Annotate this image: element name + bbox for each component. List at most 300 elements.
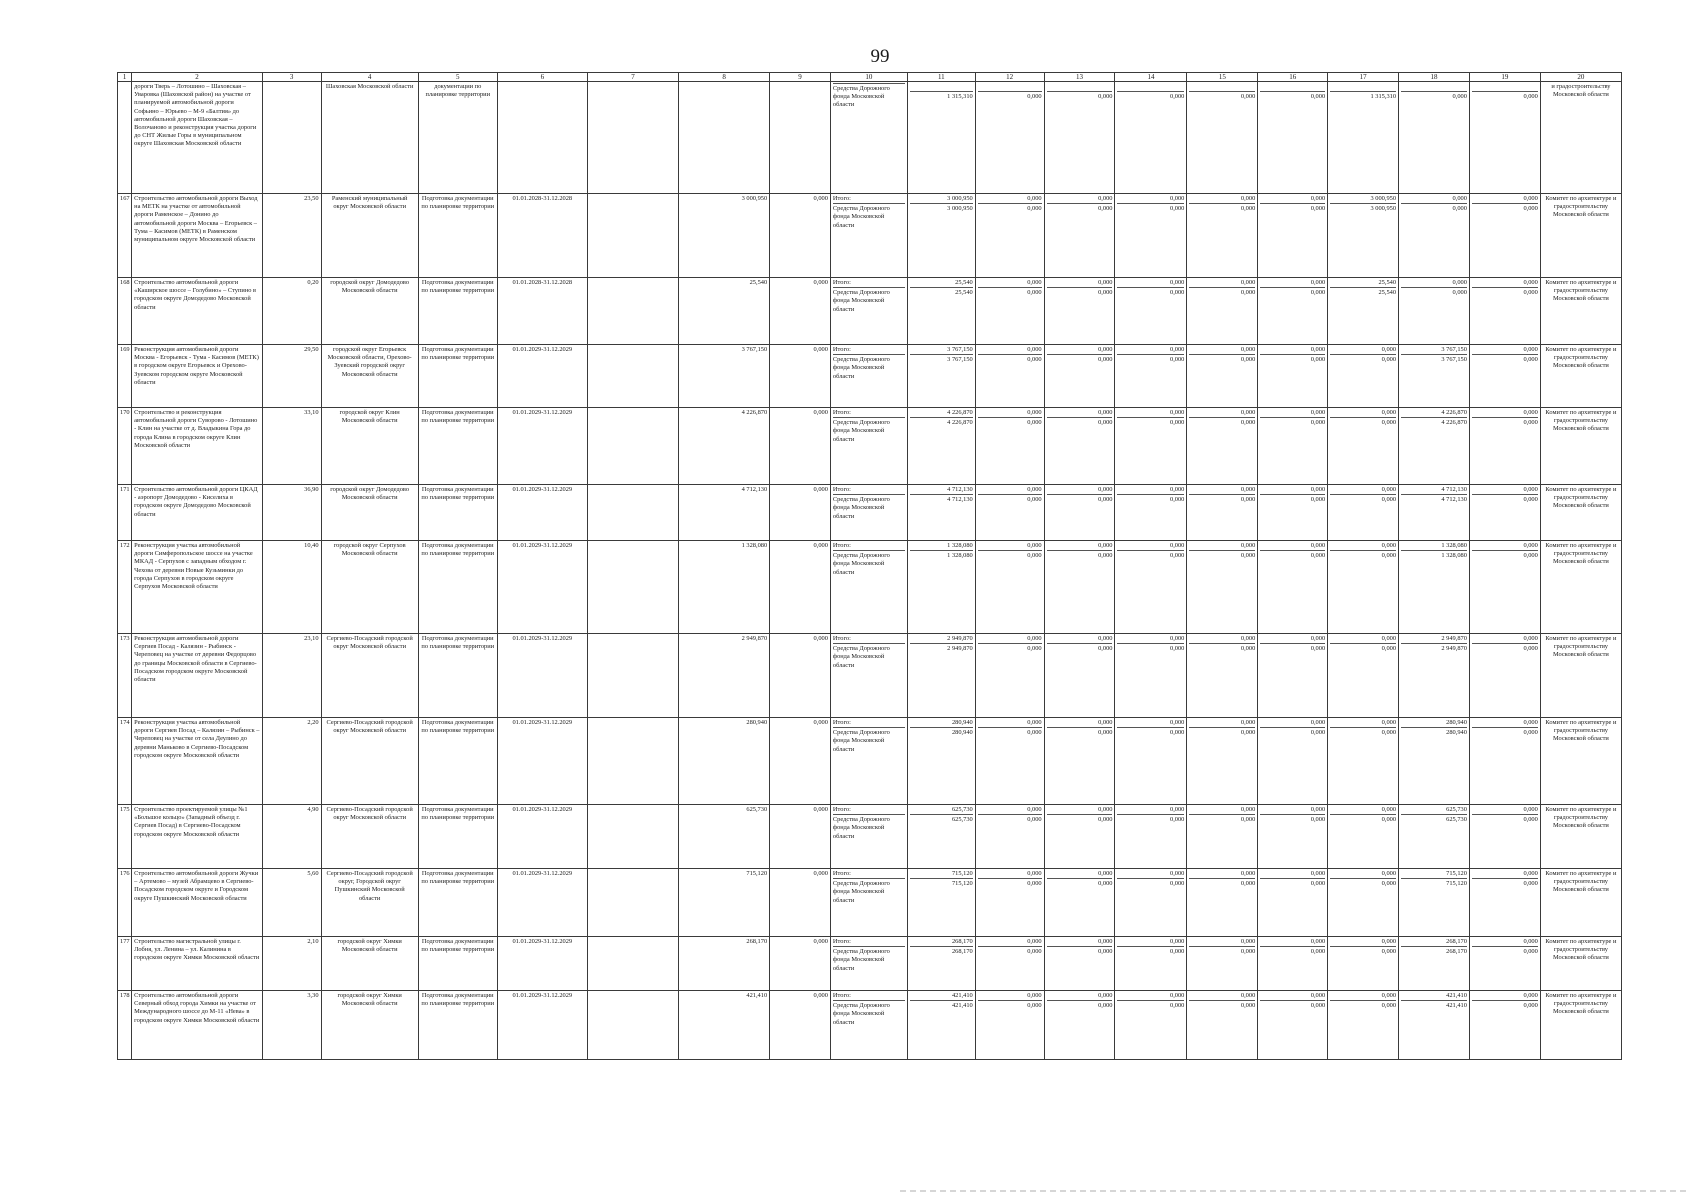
amount-13 bbox=[1044, 541, 1115, 634]
amount-total: 0,000 bbox=[1047, 719, 1113, 728]
amount-12 bbox=[975, 194, 1044, 278]
amount-13 bbox=[1044, 869, 1115, 937]
total-cost: 25,540 bbox=[679, 278, 770, 345]
table-row bbox=[118, 345, 1622, 408]
amount-13 bbox=[1044, 991, 1115, 1060]
amount-14 bbox=[1115, 485, 1187, 541]
object-name: Строительство проектируемой улицы №1 «Большое кольцо» (Западный объезд г. Сергиев Посад) в Сергиево-Посадском городском округе Московской области bbox=[132, 805, 263, 869]
amount-total: 715,120 bbox=[1401, 870, 1467, 879]
source-total-label: Итого: bbox=[833, 195, 905, 204]
amount-total: 0,000 bbox=[1330, 992, 1396, 1001]
amount-14 bbox=[1115, 805, 1187, 869]
amount-19 bbox=[1469, 805, 1540, 869]
amount-18 bbox=[1399, 194, 1470, 278]
source-fund-label: Средства Дорожного фонда Московской области bbox=[832, 496, 890, 520]
column-9: 0,000 bbox=[770, 408, 831, 485]
amount-14 bbox=[1115, 634, 1187, 718]
amount-fund: 0,000 bbox=[1310, 645, 1326, 653]
amount-16 bbox=[1258, 991, 1328, 1060]
territory: городской округ Серпухов Московской области bbox=[321, 541, 418, 634]
amount-total: 0,000 bbox=[1472, 346, 1538, 355]
amount-18 bbox=[1399, 991, 1470, 1060]
amount-fund: 0,000 bbox=[1310, 419, 1326, 427]
amount-17 bbox=[1328, 718, 1399, 805]
table-body bbox=[118, 82, 1622, 1060]
amount-19 bbox=[1469, 718, 1540, 805]
funding-source bbox=[830, 937, 907, 991]
object-name: Реконструкция участка автомобильной дороги Сергиев Посад – Калязин – Рыбинск – Череповец на участке от села Деулино до деревни Маньково в Сергиево-Посадском городском округе Московской области bbox=[132, 718, 263, 805]
source-total-label: Итого: bbox=[833, 806, 905, 815]
amount-15 bbox=[1187, 937, 1258, 991]
column-number-row bbox=[118, 73, 1622, 82]
amount-fund: 0,000 bbox=[1523, 356, 1538, 364]
amount-fund: 715,120 bbox=[951, 880, 973, 888]
amount-fund: 0,000 bbox=[1098, 645, 1113, 653]
period: 01.01.2029-31.12.2029 bbox=[497, 634, 587, 718]
table-row bbox=[118, 278, 1622, 345]
amount-total: 0,000 bbox=[1189, 635, 1255, 644]
amount-fund: 0,000 bbox=[1381, 948, 1397, 956]
amount-total: 0,000 bbox=[1330, 542, 1396, 551]
amount-fund: 0,000 bbox=[1098, 948, 1113, 956]
column-number-5: 5 bbox=[418, 73, 497, 82]
amount-total: 0,000 bbox=[1260, 346, 1325, 355]
amount-fund: 268,170 bbox=[951, 948, 973, 956]
amount-total: 0,000 bbox=[978, 806, 1042, 815]
source-total-label: Итого: bbox=[833, 635, 905, 644]
column-7 bbox=[587, 541, 678, 634]
amount-total: 0,000 bbox=[978, 870, 1042, 879]
amount-total: 2 949,870 bbox=[1401, 635, 1467, 644]
amount-fund: 1 315,310 bbox=[1370, 93, 1397, 101]
total-cost: 2 949,870 bbox=[679, 634, 770, 718]
amount-fund: 280,940 bbox=[951, 729, 973, 737]
amount-total: 4 226,870 bbox=[910, 409, 973, 418]
responsible-body: Комитет по архитектуре и градостроительству Московской области bbox=[1540, 937, 1621, 991]
amount-fund: 0,000 bbox=[1240, 356, 1256, 364]
funding-source bbox=[830, 408, 907, 485]
column-9: 0,000 bbox=[770, 634, 831, 718]
stage: Подготовка документации по планировке территории bbox=[418, 278, 497, 345]
period: 01.01.2029-31.12.2029 bbox=[497, 937, 587, 991]
amount-fund: 0,000 bbox=[1381, 729, 1397, 737]
amount-total: 0,000 bbox=[1260, 279, 1325, 288]
amount-12 bbox=[975, 634, 1044, 718]
territory: городской округ Клин Московской области bbox=[321, 408, 418, 485]
responsible-body: Комитет по архитектуре и градостроительству Московской области bbox=[1540, 634, 1621, 718]
stage: Подготовка документации по планировке территории bbox=[418, 937, 497, 991]
amount-16 bbox=[1258, 805, 1328, 869]
amount-18 bbox=[1399, 485, 1470, 541]
amount-15 bbox=[1187, 408, 1258, 485]
column-9: 0,000 bbox=[770, 869, 831, 937]
amount-fund: 2 949,870 bbox=[1441, 645, 1467, 653]
amount-total: 0,000 bbox=[1047, 635, 1113, 644]
amount-fund: 0,000 bbox=[1098, 729, 1113, 737]
source-fund-label: Средства Дорожного фонда Московской области bbox=[832, 419, 890, 443]
amount-fund: 0,000 bbox=[1027, 552, 1042, 560]
amount-total bbox=[1330, 83, 1396, 92]
table-row bbox=[118, 194, 1622, 278]
amount-fund: 0,000 bbox=[1381, 356, 1397, 364]
source-fund-label: Средства Дорожного фонда Московской области bbox=[832, 356, 890, 380]
source-fund-label: Средства Дорожного фонда Московской области bbox=[832, 816, 890, 840]
amount-fund: 0,000 bbox=[1381, 880, 1397, 888]
page-number: 99 bbox=[870, 46, 890, 67]
amount-19 bbox=[1469, 194, 1540, 278]
amount-total: 0,000 bbox=[1260, 195, 1325, 204]
amount-total bbox=[1189, 83, 1255, 92]
amount-18 bbox=[1399, 345, 1470, 408]
amount-fund: 0,000 bbox=[1098, 205, 1113, 213]
amount-total: 0,000 bbox=[1189, 486, 1255, 495]
source-total-label: Итого: bbox=[833, 938, 905, 947]
funding-source bbox=[830, 278, 907, 345]
amount-fund: 0,000 bbox=[1098, 552, 1113, 560]
object-name: Строительство автомобильной дороги «Каширское шоссе – Голубино» – Ступино в городском округе Домодедово Московской области bbox=[132, 278, 263, 345]
column-number-9: 9 bbox=[770, 73, 831, 82]
amount-total: 2 949,870 bbox=[910, 635, 973, 644]
responsible-body: и градостроительству Московской области bbox=[1540, 82, 1621, 194]
amount-total: 3 000,950 bbox=[1330, 195, 1396, 204]
amount-14 bbox=[1115, 541, 1187, 634]
amount-fund: 0,000 bbox=[1027, 93, 1042, 101]
amount-total: 0,000 bbox=[1330, 806, 1396, 815]
amount-fund: 0,000 bbox=[1310, 205, 1326, 213]
territory: Сергиево-Посадский городской округ Московской области bbox=[321, 634, 418, 718]
amount-fund: 0,000 bbox=[1098, 93, 1113, 101]
amount-total: 0,000 bbox=[1047, 992, 1113, 1001]
object-name: Строительство автомобильной дороги ЦКАД - аэропорт Домодедово - Киселиха в городском округе Домодедово Московской области bbox=[132, 485, 263, 541]
amount-fund: 0,000 bbox=[1310, 289, 1326, 297]
amount-total: 0,000 bbox=[1117, 719, 1184, 728]
length-km: 33,10 bbox=[262, 408, 321, 485]
amount-total: 0,000 bbox=[1047, 279, 1113, 288]
stage: Подготовка документации по планировке территории bbox=[418, 869, 497, 937]
amount-fund: 0,000 bbox=[1240, 496, 1256, 504]
amount-fund: 0,000 bbox=[1170, 948, 1185, 956]
amount-fund: 1 328,080 bbox=[1441, 552, 1467, 560]
amount-fund: 4 226,870 bbox=[1441, 419, 1467, 427]
stage: Подготовка документации по планировке территории bbox=[418, 718, 497, 805]
amount-total: 0,000 bbox=[1189, 992, 1255, 1001]
amount-total: 0,000 bbox=[1472, 938, 1538, 947]
amount-total: 0,000 bbox=[1330, 409, 1396, 418]
program-table bbox=[117, 72, 1622, 1060]
period: 01.01.2029-31.12.2029 bbox=[497, 485, 587, 541]
column-7 bbox=[587, 278, 678, 345]
responsible-body: Комитет по архитектуре и градостроительству Московской области bbox=[1540, 345, 1621, 408]
total-cost: 280,940 bbox=[679, 718, 770, 805]
amount-fund: 0,000 bbox=[1170, 205, 1185, 213]
source-fund-label: Средства Дорожного фонда Московской области bbox=[832, 948, 890, 972]
column-9 bbox=[770, 82, 831, 194]
amount-total: 0,000 bbox=[1260, 870, 1325, 879]
amount-fund: 0,000 bbox=[1098, 496, 1113, 504]
column-number-10: 10 bbox=[830, 73, 907, 82]
amount-fund: 0,000 bbox=[1027, 205, 1042, 213]
period: 01.01.2029-31.12.2029 bbox=[497, 718, 587, 805]
responsible-body: Комитет по архитектуре и градостроительству Московской области bbox=[1540, 805, 1621, 869]
amount-17 bbox=[1328, 485, 1399, 541]
column-9: 0,000 bbox=[770, 805, 831, 869]
amount-fund: 0,000 bbox=[1170, 880, 1185, 888]
amount-total bbox=[978, 83, 1042, 92]
amount-15 bbox=[1187, 805, 1258, 869]
amount-total: 0,000 bbox=[978, 938, 1042, 947]
total-cost: 3 000,950 bbox=[679, 194, 770, 278]
amount-16 bbox=[1258, 345, 1328, 408]
territory: Сергиево-Посадский городской округ Московской области bbox=[321, 805, 418, 869]
amount-fund: 0,000 bbox=[1523, 1002, 1538, 1010]
source-fund-label: Средства Дорожного фонда Московской области bbox=[832, 645, 890, 669]
amount-15 bbox=[1187, 541, 1258, 634]
funding-source bbox=[830, 541, 907, 634]
table-row bbox=[118, 408, 1622, 485]
table-row bbox=[118, 634, 1622, 718]
amount-fund: 0,000 bbox=[1310, 729, 1326, 737]
responsible-body: Комитет по архитектуре и градостроительству Московской области bbox=[1540, 541, 1621, 634]
amount-total: 0,000 bbox=[1472, 806, 1538, 815]
total-cost: 625,730 bbox=[679, 805, 770, 869]
column-number-15: 15 bbox=[1187, 73, 1258, 82]
amount-fund: 0,000 bbox=[1523, 729, 1538, 737]
amount-total: 0,000 bbox=[1047, 346, 1113, 355]
amount-fund: 0,000 bbox=[1098, 816, 1113, 824]
amount-13 bbox=[1044, 194, 1115, 278]
source-total-label: Итого: bbox=[833, 486, 905, 495]
amount-total: 0,000 bbox=[978, 409, 1042, 418]
amount-16 bbox=[1258, 278, 1328, 345]
total-cost: 4 712,130 bbox=[679, 485, 770, 541]
amount-fund: 0,000 bbox=[1170, 289, 1185, 297]
amount-total: 0,000 bbox=[1330, 938, 1396, 947]
row-number: 174 bbox=[118, 718, 132, 805]
amount-total: 0,000 bbox=[1047, 195, 1113, 204]
amount-13 bbox=[1044, 278, 1115, 345]
funding-source bbox=[830, 869, 907, 937]
column-9: 0,000 bbox=[770, 345, 831, 408]
amount-total bbox=[910, 83, 973, 92]
amount-12 bbox=[975, 991, 1044, 1060]
row-number: 168 bbox=[118, 278, 132, 345]
amount-14 bbox=[1115, 718, 1187, 805]
amount-19 bbox=[1469, 82, 1540, 194]
amount-fund: 0,000 bbox=[1452, 205, 1467, 213]
amount-12 bbox=[975, 869, 1044, 937]
amount-fund: 0,000 bbox=[1027, 948, 1042, 956]
stage: Подготовка документации по планировке территории bbox=[418, 485, 497, 541]
amount-13 bbox=[1044, 634, 1115, 718]
funding-source bbox=[830, 634, 907, 718]
length-km: 29,50 bbox=[262, 345, 321, 408]
column-7 bbox=[587, 82, 678, 194]
amount-total: 25,540 bbox=[910, 279, 973, 288]
amount-fund: 0,000 bbox=[1098, 289, 1113, 297]
amount-total: 0,000 bbox=[1260, 409, 1325, 418]
table-row bbox=[118, 937, 1622, 991]
responsible-body: Комитет по архитектуре и градостроительству Московской области bbox=[1540, 869, 1621, 937]
column-9: 0,000 bbox=[770, 194, 831, 278]
amount-12 bbox=[975, 345, 1044, 408]
column-number-13: 13 bbox=[1044, 73, 1115, 82]
amount-total: 0,000 bbox=[1189, 719, 1255, 728]
amount-fund: 0,000 bbox=[1170, 1002, 1185, 1010]
amount-fund: 0,000 bbox=[1381, 645, 1397, 653]
amount-total: 421,410 bbox=[910, 992, 973, 1001]
amount-total: 0,000 bbox=[1472, 409, 1538, 418]
amount-total: 0,000 bbox=[978, 486, 1042, 495]
amount-15 bbox=[1187, 869, 1258, 937]
source-total-label: Итого: bbox=[833, 346, 905, 355]
total-cost: 4 226,870 bbox=[679, 408, 770, 485]
territory: Сергиево-Посадский городской округ, Городской округ Пушкинский Московской области bbox=[321, 869, 418, 937]
amount-fund: 0,000 bbox=[1027, 645, 1042, 653]
row-number: 177 bbox=[118, 937, 132, 991]
amount-fund: 0,000 bbox=[1523, 205, 1538, 213]
amount-fund: 0,000 bbox=[1170, 552, 1185, 560]
funding-source bbox=[830, 345, 907, 408]
amount-total: 0,000 bbox=[1117, 409, 1184, 418]
amount-total: 3 000,950 bbox=[910, 195, 973, 204]
length-km: 2,20 bbox=[262, 718, 321, 805]
amount-14 bbox=[1115, 345, 1187, 408]
amount-total: 25,540 bbox=[1330, 279, 1396, 288]
total-cost: 715,120 bbox=[679, 869, 770, 937]
source-fund-label: Средства Дорожного фонда Московской области bbox=[832, 205, 890, 229]
amount-13 bbox=[1044, 718, 1115, 805]
amount-total: 4 712,130 bbox=[910, 486, 973, 495]
amount-total: 0,000 bbox=[1117, 870, 1184, 879]
amount-fund: 0,000 bbox=[1523, 880, 1538, 888]
amount-17 bbox=[1328, 82, 1399, 194]
column-7 bbox=[587, 408, 678, 485]
total-cost: 3 767,150 bbox=[679, 345, 770, 408]
amount-fund: 0,000 bbox=[1381, 816, 1397, 824]
amount-fund: 0,000 bbox=[1523, 645, 1538, 653]
amount-total: 0,000 bbox=[978, 719, 1042, 728]
amount-14 bbox=[1115, 937, 1187, 991]
amount-19 bbox=[1469, 869, 1540, 937]
period: 01.01.2028-31.12.2028 bbox=[497, 278, 587, 345]
amount-fund: 4 712,130 bbox=[947, 496, 973, 504]
amount-fund: 0,000 bbox=[1240, 948, 1256, 956]
amount-total: 0,000 bbox=[978, 195, 1042, 204]
row-number: 175 bbox=[118, 805, 132, 869]
amount-total bbox=[1401, 83, 1467, 92]
object-name: Строительство и реконструкция автомобильной дороги Суворово - Лотошино - Клин на участке от д. Владыкина Гора до города Клина в городском округе Клин Московской области bbox=[132, 408, 263, 485]
amount-total: 0,000 bbox=[1472, 870, 1538, 879]
amount-fund: 0,000 bbox=[1027, 356, 1042, 364]
column-number-3: 3 bbox=[262, 73, 321, 82]
amount-19 bbox=[1469, 485, 1540, 541]
amount-total: 0,000 bbox=[1047, 486, 1113, 495]
amount-fund: 0,000 bbox=[1240, 729, 1256, 737]
amount-total: 0,000 bbox=[1117, 938, 1184, 947]
stage: Подготовка документации по планировке территории bbox=[418, 991, 497, 1060]
amount-total: 0,000 bbox=[1117, 635, 1184, 644]
amount-total: 0,000 bbox=[1472, 635, 1538, 644]
column-7 bbox=[587, 805, 678, 869]
amount-total: 0,000 bbox=[1189, 870, 1255, 879]
stage: Подготовка документации по планировке территории bbox=[418, 408, 497, 485]
table-row bbox=[118, 869, 1622, 937]
amount-11 bbox=[907, 345, 975, 408]
amount-17 bbox=[1328, 345, 1399, 408]
amount-18 bbox=[1399, 541, 1470, 634]
amount-fund: 0,000 bbox=[1170, 419, 1185, 427]
source-fund-label: Средства Дорожного фонда Московской области bbox=[832, 729, 890, 753]
period: 01.01.2029-31.12.2029 bbox=[497, 408, 587, 485]
amount-17 bbox=[1328, 634, 1399, 718]
column-number-14: 14 bbox=[1115, 73, 1187, 82]
amount-total: 0,000 bbox=[1260, 806, 1325, 815]
source-total-label: Итого: bbox=[833, 542, 905, 551]
amount-14 bbox=[1115, 278, 1187, 345]
amount-total: 0,000 bbox=[978, 635, 1042, 644]
amount-12 bbox=[975, 805, 1044, 869]
amount-total: 0,000 bbox=[1117, 279, 1184, 288]
amount-total: 0,000 bbox=[978, 279, 1042, 288]
period: 01.01.2029-31.12.2029 bbox=[497, 345, 587, 408]
amount-total: 268,170 bbox=[1401, 938, 1467, 947]
amount-total: 0,000 bbox=[1189, 346, 1255, 355]
amount-total: 625,730 bbox=[910, 806, 973, 815]
length-km: 2,10 bbox=[262, 937, 321, 991]
row-number bbox=[118, 82, 132, 194]
column-number-19: 19 bbox=[1469, 73, 1540, 82]
source-total-label: Итого: bbox=[833, 719, 905, 728]
object-name: дороги Тверь – Лотошино – Шаховская – Уваровка (Шаховской район) на участке от планируемой автомобильной дороги Софьино – Юрьево – М-9 «Балтия» до автомобильной дороги Шаховская – Волочаново и реконструкция участка дороги до СНТ Жилые Горы в муниципальном округе Шаховская Московской области bbox=[132, 82, 263, 194]
amount-12 bbox=[975, 82, 1044, 194]
amount-16 bbox=[1258, 718, 1328, 805]
length-km: 0,20 bbox=[262, 278, 321, 345]
length-km: 5,60 bbox=[262, 869, 321, 937]
amount-13 bbox=[1044, 408, 1115, 485]
amount-18 bbox=[1399, 937, 1470, 991]
stage: документации по планировке территории bbox=[418, 82, 497, 194]
period: 01.01.2029-31.12.2029 bbox=[497, 805, 587, 869]
amount-16 bbox=[1258, 937, 1328, 991]
funding-source bbox=[830, 194, 907, 278]
total-cost: 421,410 bbox=[679, 991, 770, 1060]
amount-17 bbox=[1328, 937, 1399, 991]
row-number: 167 bbox=[118, 194, 132, 278]
column-9: 0,000 bbox=[770, 718, 831, 805]
amount-11 bbox=[907, 485, 975, 541]
column-number-17: 17 bbox=[1328, 73, 1399, 82]
amount-13 bbox=[1044, 82, 1115, 194]
amount-17 bbox=[1328, 278, 1399, 345]
column-number-6: 6 bbox=[497, 73, 587, 82]
column-9: 0,000 bbox=[770, 485, 831, 541]
amount-total: 0,000 bbox=[1330, 870, 1396, 879]
column-7 bbox=[587, 869, 678, 937]
amount-fund: 0,000 bbox=[1523, 552, 1538, 560]
table-row bbox=[118, 485, 1622, 541]
amount-fund: 0,000 bbox=[1310, 816, 1326, 824]
amount-11 bbox=[907, 541, 975, 634]
responsible-body: Комитет по архитектуре и градостроительству Московской области bbox=[1540, 408, 1621, 485]
object-name: Реконструкция участка автомобильной дороги Симферопольское шоссе на участке МКАД - Серпухов с западным обходом г. Чехова от деревни Новые Кузьминки до города Серпухов в городском округе Серпухов Московской области bbox=[132, 541, 263, 634]
stage: Подготовка документации по планировке территории bbox=[418, 541, 497, 634]
amount-11 bbox=[907, 634, 975, 718]
amount-fund: 0,000 bbox=[1027, 496, 1042, 504]
row-number: 169 bbox=[118, 345, 132, 408]
column-number-7: 7 bbox=[587, 73, 678, 82]
source-total-label bbox=[833, 83, 905, 84]
column-9: 0,000 bbox=[770, 541, 831, 634]
